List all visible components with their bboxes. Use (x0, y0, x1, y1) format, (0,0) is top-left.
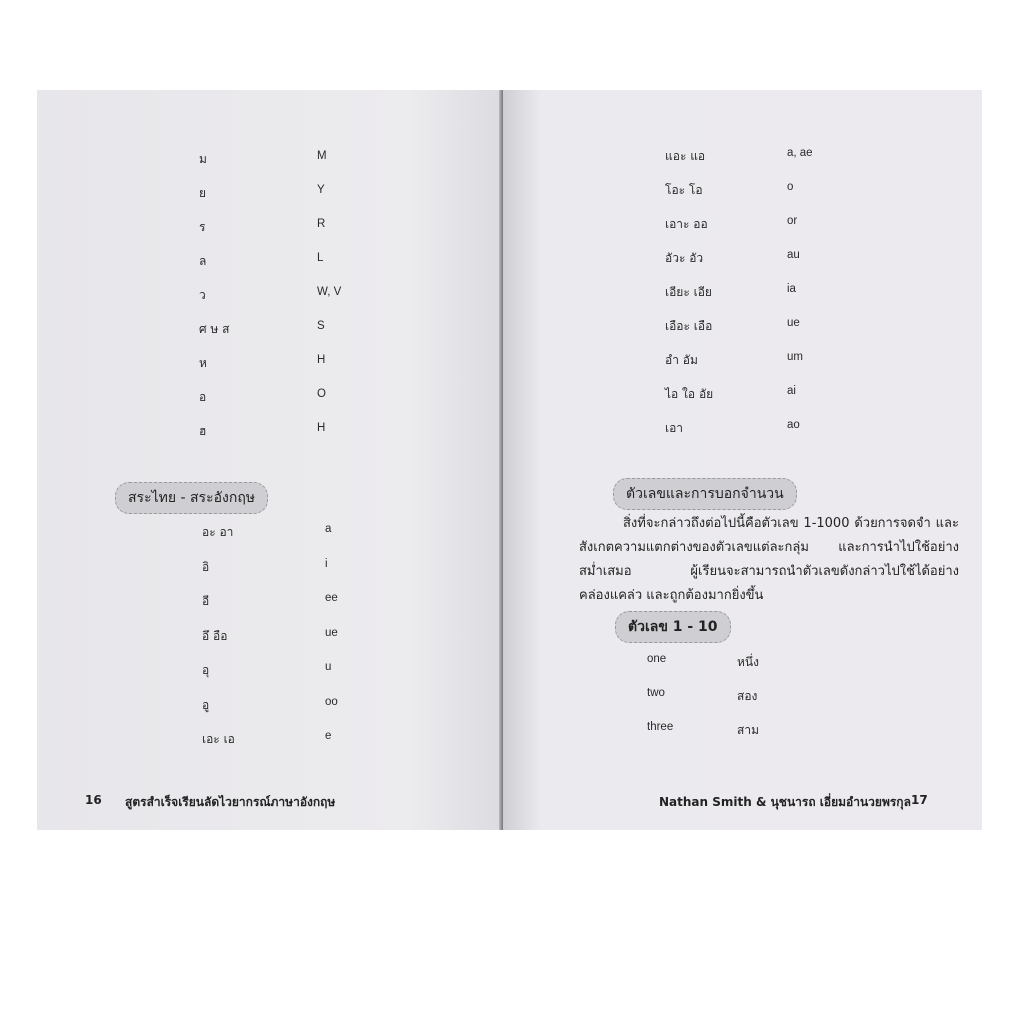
open-book (37, 90, 982, 830)
vowel-english: i (325, 557, 328, 570)
consonant-thai: ย (199, 186, 207, 200)
right-footer-title: Nathan Smith & นุชนารถ เอี่ยมอำนวยพรกุล (659, 795, 911, 809)
vowel-english: u (325, 661, 332, 673)
vowel-english: ai (787, 385, 796, 397)
numbers-section-heading: ตัวเลขและการบอกจำนวน (613, 478, 797, 510)
consonant-thai: ร (199, 220, 206, 234)
vowel-thai: อิ (202, 559, 210, 574)
vowel-thai: อึ อือ (202, 628, 228, 643)
vowel-english: a, ae (787, 147, 813, 159)
vowel-thai: เอือะ เอือ (665, 319, 713, 333)
vowel-english: ue (325, 626, 338, 639)
vowel-english: um (787, 351, 803, 363)
vowel-thai: อี (202, 594, 210, 608)
consonant-thai: ล (199, 254, 207, 268)
vowel-english: or (787, 215, 798, 227)
vowel-thai: อะ อา (202, 525, 234, 539)
vowel-thai: โอะ โอ (665, 183, 703, 197)
vowel-english: ia (787, 283, 796, 295)
consonant-english: S (317, 320, 325, 332)
number-thai: สอง (737, 689, 758, 703)
consonant-thai: ม (199, 152, 207, 166)
vowel-english: ao (787, 419, 800, 431)
vowel-section-heading: สระไทย - สระอังกฤษ (115, 482, 268, 514)
vowel-thai: เอาะ ออ (665, 217, 708, 231)
numbers-intro-paragraph: สิ่งที่จะกล่าวถึงต่อไปนี้คือตัวเลข 1-1000 ด้วยการจดจำ และสังเกตความแตกต่างของตัวเลขแต่ละกลุ่ม และการนำไปใช้อย่างสม่ำเสมอ ผู้เรียนจะสามารถนำตัวเลขดังกล่าวไปใช้ได้อย่างคล่องแคล่ว และถูกต้องมากยิ่งขึ้น (579, 516, 959, 603)
number-english: two (647, 687, 665, 699)
consonant-thai: อ (199, 390, 207, 404)
consonant-english: Y (317, 184, 325, 196)
vowel-thai: อัวะ อัว (665, 251, 704, 265)
vowel-english: ue (787, 317, 800, 329)
number-thai: หนึ่ง (737, 655, 759, 669)
vowel-thai: อุ (202, 663, 210, 677)
consonant-english: O (317, 388, 326, 400)
vowel-thai: อู (202, 697, 210, 712)
consonant-english: R (317, 218, 326, 230)
consonant-thai: ฮ (199, 424, 207, 438)
consonant-english: M (317, 150, 327, 162)
number-thai: สาม (737, 723, 759, 737)
vowel-english: o (787, 181, 794, 193)
vowel-thai: แอะ แอ (665, 149, 706, 163)
vowel-thai: เอียะ เอีย (665, 285, 712, 299)
consonant-thai: ห (199, 356, 207, 370)
vowel-thai: ไอ ใอ อัย (665, 387, 714, 401)
consonant-english: H (317, 422, 326, 434)
vowel-english: au (787, 249, 800, 261)
vowel-english: ee (325, 592, 338, 604)
vowel-english: oo (325, 695, 338, 708)
vowel-thai: อำ อัม (665, 353, 698, 367)
number-english: three (647, 721, 674, 733)
consonant-english: W, V (317, 286, 342, 298)
vowel-english: e (325, 730, 332, 742)
left-footer-title: สูตรสำเร็จเรียนลัดไวยากรณ์ภาษาอังกฤษ (125, 795, 336, 809)
number-english: one (647, 653, 667, 665)
numbers-1-10-heading: ตัวเลข 1 - 10 (615, 611, 731, 643)
right-page (503, 90, 982, 830)
left-page (37, 90, 503, 830)
consonant-thai: ศ ษ ส (199, 322, 230, 336)
vowel-english: a (325, 523, 332, 535)
right-page-number: 17 (911, 793, 928, 807)
left-page-number: 16 (85, 793, 102, 807)
consonant-thai: ว (199, 288, 206, 302)
vowel-thai: เอา (665, 421, 684, 435)
consonant-english: L (317, 252, 324, 264)
consonant-english: H (317, 354, 326, 366)
vowel-thai: เอะ เอ (202, 732, 235, 746)
